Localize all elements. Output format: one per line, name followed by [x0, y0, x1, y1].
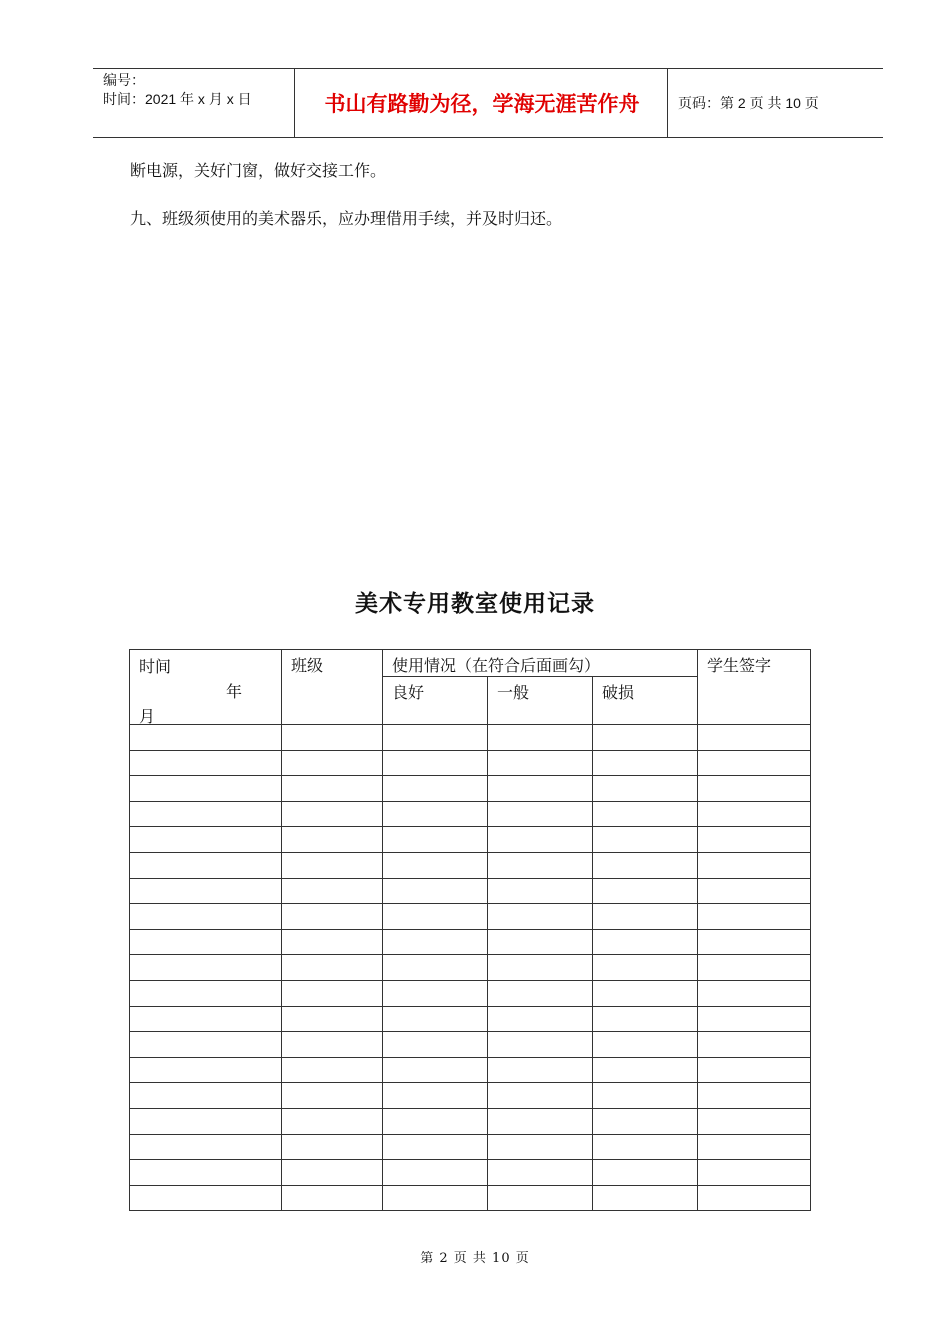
table-cell [698, 904, 811, 930]
table-cell [698, 1185, 811, 1211]
usage-record-table [129, 649, 811, 1211]
table-cell [282, 827, 383, 853]
table-cell [282, 725, 383, 751]
table-cell [488, 878, 593, 904]
table-cell [282, 852, 383, 878]
table-cell [130, 1057, 282, 1083]
table-cell [488, 750, 593, 776]
table-cell [698, 827, 811, 853]
table-cell [383, 750, 488, 776]
table-cell [383, 878, 488, 904]
table-cell [130, 929, 282, 955]
table-cell [488, 776, 593, 802]
table-row [130, 980, 811, 1006]
table-cell [488, 955, 593, 981]
table-row [130, 827, 811, 853]
table-row [130, 801, 811, 827]
table-cell [593, 1032, 698, 1058]
table-cell [383, 1057, 488, 1083]
table-cell [593, 1083, 698, 1109]
table-cell [282, 1134, 383, 1160]
table-cell [593, 980, 698, 1006]
table-cell [130, 1032, 282, 1058]
table-cell [383, 725, 488, 751]
table-cell [698, 1006, 811, 1032]
table-cell [698, 852, 811, 878]
table-cell [282, 1083, 383, 1109]
table-cell [698, 1134, 811, 1160]
table-cell [282, 980, 383, 1006]
header-divider [294, 69, 295, 137]
table-cell [383, 1032, 488, 1058]
table-cell [488, 801, 593, 827]
page-footer: 第 2 页 共 10 页 [420, 1251, 530, 1266]
table-cell [593, 955, 698, 981]
header-year: 年 [226, 682, 243, 701]
table-cell [593, 1160, 698, 1186]
table-row [130, 1160, 811, 1186]
table-cell [383, 1006, 488, 1032]
table-cell [593, 1057, 698, 1083]
table-cell [130, 750, 282, 776]
table-row [130, 750, 811, 776]
header-divider [667, 69, 668, 137]
table-cell [383, 955, 488, 981]
table-cell [282, 955, 383, 981]
header-good: 良好 [383, 677, 488, 725]
table-row [130, 1083, 811, 1109]
table-cell [383, 801, 488, 827]
table-row [130, 1185, 811, 1211]
table-cell [130, 725, 282, 751]
table-row [130, 1134, 811, 1160]
table-cell [130, 1160, 282, 1186]
table-cell [488, 1057, 593, 1083]
table-cell [698, 1160, 811, 1186]
table-cell [593, 776, 698, 802]
table-cell [593, 929, 698, 955]
header-signature: 学生签字 [698, 650, 811, 725]
table-cell [698, 1083, 811, 1109]
table-cell [282, 1032, 383, 1058]
body-line-2: 九、班级须使用的美术器乐，应办理借用手续，并及时归还。 [130, 209, 563, 228]
table-cell [698, 725, 811, 751]
table-cell [488, 1108, 593, 1134]
table-row [130, 1108, 811, 1134]
table-cell [488, 1083, 593, 1109]
table-cell [488, 1134, 593, 1160]
header-time: 时间 [139, 657, 172, 676]
table-cell [130, 1185, 282, 1211]
header-meta [103, 71, 252, 109]
table-cell [698, 1032, 811, 1058]
table-cell [593, 1134, 698, 1160]
table-cell [130, 852, 282, 878]
table-cell [130, 955, 282, 981]
table-cell [383, 904, 488, 930]
record-rows [130, 725, 811, 1211]
table-cell [130, 980, 282, 1006]
table-cell [130, 801, 282, 827]
table-cell [488, 827, 593, 853]
table-cell [282, 904, 383, 930]
table-row [130, 904, 811, 930]
header-time-label: 时间：2021 年 x 月 x 日 [103, 91, 252, 107]
table-cell [383, 852, 488, 878]
table-cell [593, 827, 698, 853]
table-cell [593, 904, 698, 930]
table-cell [130, 827, 282, 853]
table-row [130, 725, 811, 751]
table-cell [282, 776, 383, 802]
header-page-info: 页码：第 2 页 共 10 页 [678, 95, 819, 111]
table-cell [383, 1083, 488, 1109]
table-cell [488, 1185, 593, 1211]
table-cell [593, 1108, 698, 1134]
table-cell [593, 801, 698, 827]
header-motto: 书山有路勤为径，学海无涯苦作舟 [324, 93, 640, 116]
table-cell [593, 725, 698, 751]
header-month: 月 [139, 707, 156, 726]
table-cell [488, 980, 593, 1006]
table-cell [698, 750, 811, 776]
table-cell [282, 1108, 383, 1134]
table-cell [383, 1185, 488, 1211]
table-cell [282, 878, 383, 904]
header-class: 班级 [282, 650, 383, 725]
table-cell [488, 904, 593, 930]
table-cell [593, 1006, 698, 1032]
header-damaged: 破损 [593, 677, 698, 725]
table-cell [698, 980, 811, 1006]
header-number-label: 编号： [103, 72, 145, 88]
table-cell [593, 852, 698, 878]
table-cell [593, 750, 698, 776]
table-cell [383, 980, 488, 1006]
table-row [130, 776, 811, 802]
table-cell [488, 1006, 593, 1032]
table-cell [282, 929, 383, 955]
table-cell [383, 1134, 488, 1160]
table-cell [488, 929, 593, 955]
table-cell [282, 801, 383, 827]
table-cell [488, 852, 593, 878]
table-cell [698, 1108, 811, 1134]
header-time-cell [130, 650, 282, 725]
table-cell [698, 955, 811, 981]
table-cell [282, 1057, 383, 1083]
table-cell [383, 1160, 488, 1186]
body-line-1: 断电源，关好门窗，做好交接工作。 [130, 161, 387, 180]
header-usage: 使用情况（在符合后面画勾） [383, 650, 698, 677]
table-cell [698, 929, 811, 955]
table-cell [130, 1108, 282, 1134]
table-row [130, 955, 811, 981]
table-cell [593, 1185, 698, 1211]
table-cell [698, 878, 811, 904]
table-cell [488, 1160, 593, 1186]
table-cell [282, 750, 383, 776]
table-row [130, 878, 811, 904]
table-cell [698, 776, 811, 802]
table-cell [282, 1160, 383, 1186]
table-cell [282, 1185, 383, 1211]
table-cell [130, 776, 282, 802]
page-header [93, 68, 883, 138]
table-row [130, 1006, 811, 1032]
table-row [130, 1057, 811, 1083]
table-cell [383, 827, 488, 853]
header-normal: 一般 [488, 677, 593, 725]
table-cell [383, 1108, 488, 1134]
table-row [130, 1032, 811, 1058]
table-cell [698, 1057, 811, 1083]
table-cell [130, 878, 282, 904]
table-cell [383, 929, 488, 955]
table-cell [488, 725, 593, 751]
table-row [130, 852, 811, 878]
table-cell [130, 1134, 282, 1160]
table-cell [130, 1006, 282, 1032]
table-cell [593, 878, 698, 904]
table-cell [383, 776, 488, 802]
table-cell [698, 801, 811, 827]
table-cell [282, 1006, 383, 1032]
table-cell [130, 904, 282, 930]
table-cell [488, 1032, 593, 1058]
record-title: 美术专用教室使用记录 [355, 590, 595, 617]
table-row [130, 929, 811, 955]
table-cell [130, 1083, 282, 1109]
